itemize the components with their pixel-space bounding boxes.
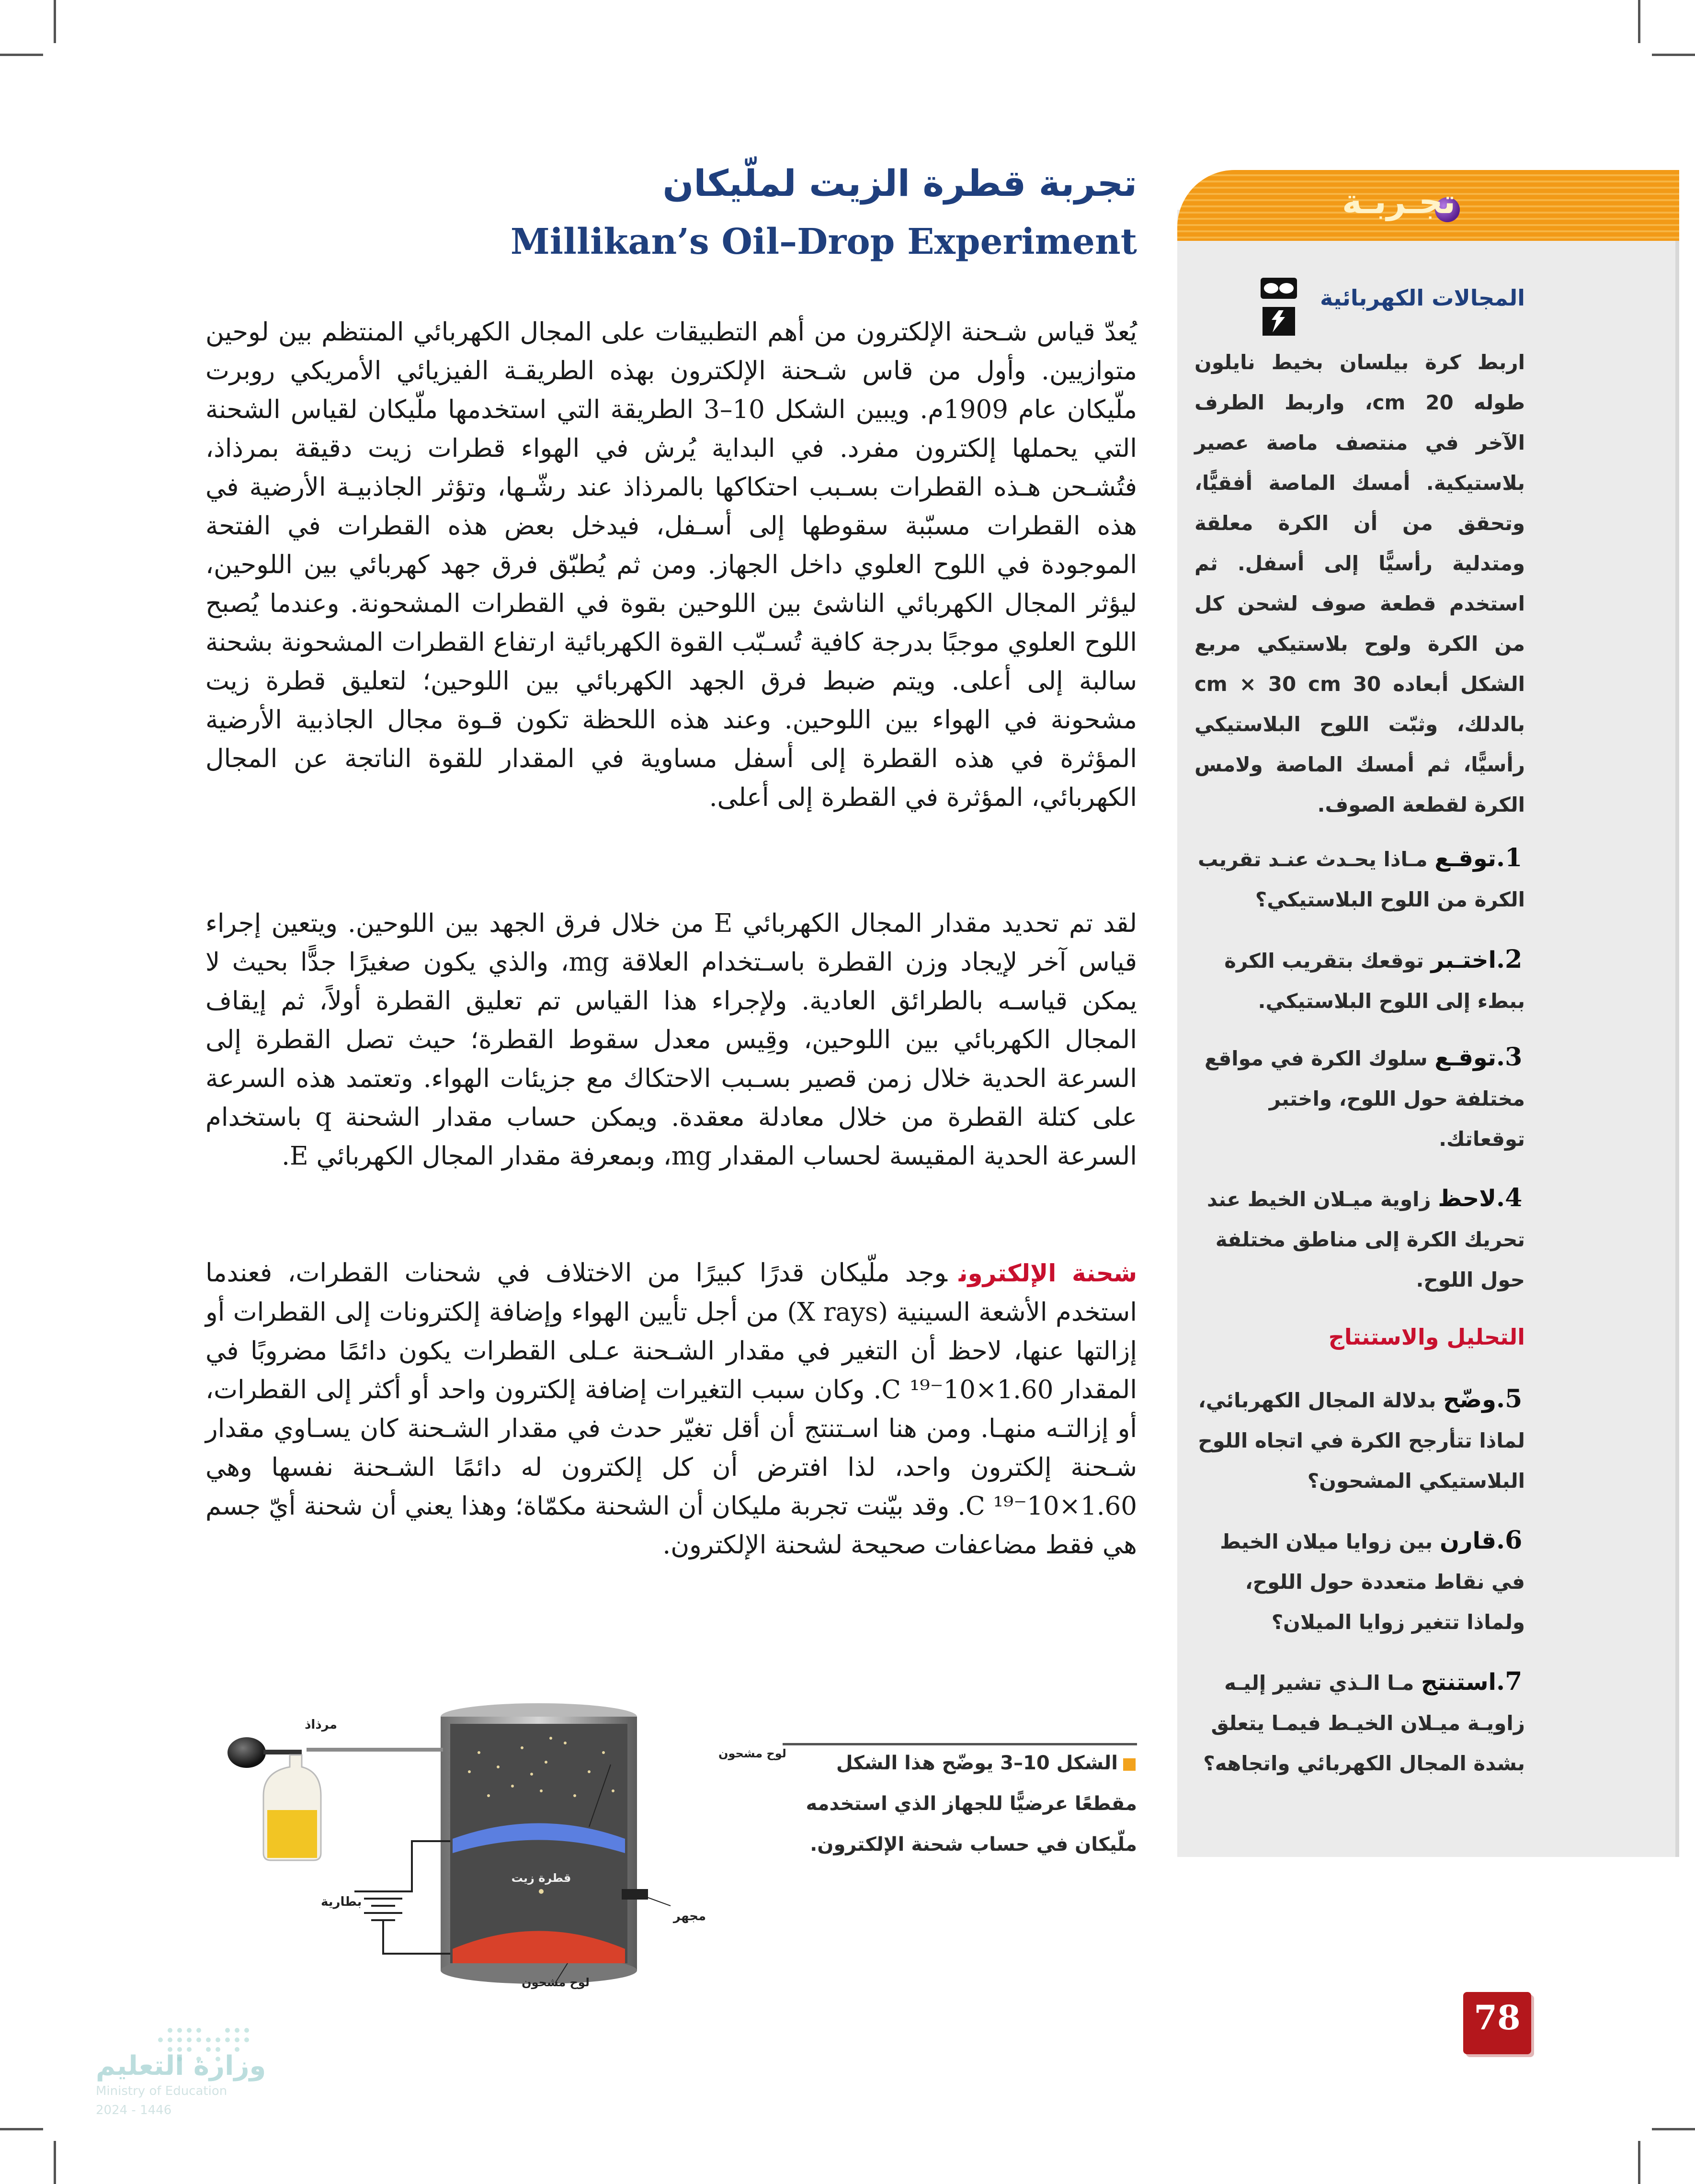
crop-mark <box>1638 2141 1640 2184</box>
label-oil-drop: قطرة زيت <box>511 1871 571 1885</box>
ministry-name: وزارة التعليم <box>96 2050 266 2082</box>
label-microscope: مجهر <box>673 1909 706 1924</box>
hazard-icon <box>1262 306 1296 336</box>
circuit <box>354 1841 450 1954</box>
figure-caption <box>783 1743 1137 1865</box>
label-bottom-plate: لوح مشحون <box>522 1976 590 1989</box>
sidebar-step-1: 1.توقـع مـاذا يحـدث عنـد تقريب الكرة من اللوح البلاستيكي؟ <box>1198 843 1525 911</box>
experiment-tab-label: تجـربـة <box>1342 182 1456 221</box>
crop-mark <box>54 2141 56 2184</box>
crop-mark <box>0 54 43 56</box>
analysis-heading: التحليل والاستنتاج <box>1328 1324 1525 1350</box>
crop-mark <box>54 0 56 43</box>
page-number: 78 <box>1474 1998 1521 2037</box>
sidebar-step-6: 6.قارن بين زوايا ميلان الخيط في نقاط متعددة حول اللوح، ولماذا تتغير زوايا الميلان؟ <box>1220 1526 1525 1634</box>
body-paragraph-1: يُعدّ قياس شـحنة الإلكترون من أهم التطبيقات على المجال الكهربائي المنتظم بين لوحين متوازيين. وأول من قاس شـحنة الإلكترون بهذه الطريقـة الفيزيائي الأمريكي روبرت ملّيكان عام 1909م. ويبين الشكل 10–3 الطريقة التي استخدمها ملّيكان لقياس الشحنة التي يحملها إلكترون مفرد. في البداية يُرش في الهواء قطرات زيت دقيقة بمرذاذ، فتُشـحن هـذه القطرات بسـبب احتكاكها بالمرذاذ عند رشّـها، وتؤثر الجاذبيـة الأرضية في هذه القطرات مسبّبة سقوطها إلى أسـفل، فيدخل بعض هذه القطرات في الفتحة الموجودة في اللوح العلوي داخل الجهاز. ومن ثم يُطبّق فرق جهد كهربائي بين اللوحين، ليؤثر المجال الكهربائي الناشئ بين اللوحين بقوة في القطرات المشحونة. وعندما يُصبح اللوح العلوي موجبًا بدرجة كافية تُسـبّب القوة الكهربائية ارتفاع القطرات المشحونة بشحنة سالبة إلى أعلى. ويتم ضبط فرق الجهد الكهربائي بين اللوحين؛ لتعليق قطرة زيت مشحونة في الهواء بين اللوحين. وعند هذه اللحظة تكون قـوة مجال الجاذبية الأرضية المؤثرة في هذه القطرة إلى أسفل مساوية في المقدار للقوة الناتجة عن المجال الكهربائي، المؤثرة في القطرة إلى أعلى. <box>205 317 1137 812</box>
section-title-english: Millikan’s Oil–Drop Experiment <box>510 221 1137 262</box>
crop-mark <box>1638 0 1640 43</box>
sidebar-step-5: 5.وضّح بدلالة المجال الكهربائي، لماذا تتأرجح الكرة في اتجاه اللوح البلاستيكي المشحون؟ <box>1198 1384 1525 1493</box>
crop-mark <box>1652 54 1695 56</box>
crop-mark <box>1652 2128 1695 2130</box>
label-atomizer: مرذاذ <box>305 1718 337 1732</box>
sidebar-intro: اربط كرة بيلسان بخيط نايلون طوله 20 cm، واربط الطرف الآخر في منتصف ماصة عصير بلاستيكية. أمسك الماصة أفقيًّا، وتحقق من أن الكرة معلقة ومتدلية رأسيًّا إلى أسفل. ثم استخدم قطعة صوف لشحن كل من الكرة ولوح بلاستيكي مربع الشكل أبعاده 30 cm × 30 cm بالدلك، وثبّت اللوح البلاستيكي رأسيًّا، ثم أمسك الماصة ولامس الكرة لقطعة الصوف. <box>1194 351 1525 816</box>
section-title-arabic: تجربة قطرة الزيت لملّيكان <box>662 162 1137 204</box>
goggles-icon <box>1260 277 1298 300</box>
sidebar-step-4: 4.لاحظ زاوية ميـلان الخيط عند تحريك الكرة إلى مناطق مختلفة حول اللوح. <box>1206 1183 1525 1291</box>
figure-caption-text: يوضّح هذا الشكل مقطعًا عرضيًّا للجهاز الذي استخدمه ملّيكان في حساب شحنة الإلكترون. <box>806 1752 1137 1856</box>
body-paragraph-3-text: وجد ملّيكان قدرًا كبيرًا من الاختلاف في شحنات القطرات، فعندما استخدم الأشعة السينية (X rays) من أجل تأيين الهواء وإضافة إلكترونات إلى القطرات أو إزالتها عنها، لاحظ أن التغير في مقدار الشـحنة عـلى القطرات يكون دائمًا مضروبًا في المقدار 1.60×10⁻¹⁹ C. وكان سبب التغيرات إضافة إلكترون واحد أو أكثر إلى القطرات، أو إزالتـه منهـا. ومن هنا اسـتنتج أن أقل تغيّر حدث في مقدار الشـحنة كان يسـاوي مقدار شـحنة إلكترون واحد، لذا افترض أن كل إلكترون له دائمًا الشـحنة نفسها وهي 1.60×10⁻¹⁹ C. وقد بيّنت تجربة مليكان أن الشحنة مكمّاة؛ وهذا يعني أن شحنة أيّ جسم هي فقط مضاعفات صحيحة لشحنة الإلكترون. <box>205 1258 1137 1560</box>
edition-year: 2024 - 1446 <box>96 2103 172 2117</box>
electron-charge-heading: شحنة الإلكترون <box>958 1259 1137 1287</box>
sidebar-step-2: 2.اختـبر توقعك بتقريب الكرة ببطء إلى اللوح البلاستيكي. <box>1224 945 1525 1013</box>
atomizer-icon <box>228 1737 443 1860</box>
microscope-icon <box>622 1889 648 1900</box>
label-top-plate: لوح مشحون <box>718 1747 786 1760</box>
sidebar-step-3: 3.توقـع سلوك الكرة في مواقع مختلفة حول اللوح، واختبر توقعاتك. <box>1205 1042 1525 1151</box>
body-paragraph-2: لقد تم تحديد مقدار المجال الكهربائي E من خلال فرق الجهد بين اللوحين. ويتعين إجراء قياس آخر لإيجاد وزن القطرة باسـتخدام العلاقة mg، والذي يكون صغيرًا جدًّا بحيث لا يمكن قياسـه بالطرائق العادية. ولإجراء هذا القياس تم تعليق القطرة أولاً، ثم إيقاف المجال الكهربائي بين اللوحين، وقِيس معدل سقوط القطرة؛ حيث تصل القطرة إلى السرعة الحدية خلال زمن قصير بسـبب الاحتكاك مع جزيئات الهواء. وتعتمد هذه السرعة على كتلة القطرة من خلال معادلة معقدة. ويمكن حساب مقدار الشحنة q باستخدام السرعة الحدية المقيسة لحساب المقدار mg، وبمعرفة مقدار المجال الكهربائي E. <box>205 909 1137 1171</box>
millikan-apparatus-diagram <box>211 1695 786 1992</box>
ministry-name-english: Ministry of Education <box>96 2084 228 2098</box>
oil-drop <box>539 1889 544 1894</box>
crop-mark <box>0 2128 43 2130</box>
sidebar-heading: المجالات الكهربائية <box>1320 285 1525 311</box>
figure-ref: الشكل 10–3 <box>1000 1752 1118 1774</box>
label-battery: بطارية <box>321 1895 362 1909</box>
body-paragraph-3 <box>205 1254 1137 1564</box>
sidebar-step-7: 7.استنتج مـا الـذي تشير إليـه زاويـة ميـلان الخيـط فيمـا يتعلق بشدة المجال الكهربائي واتجاهه؟ <box>1203 1667 1525 1775</box>
